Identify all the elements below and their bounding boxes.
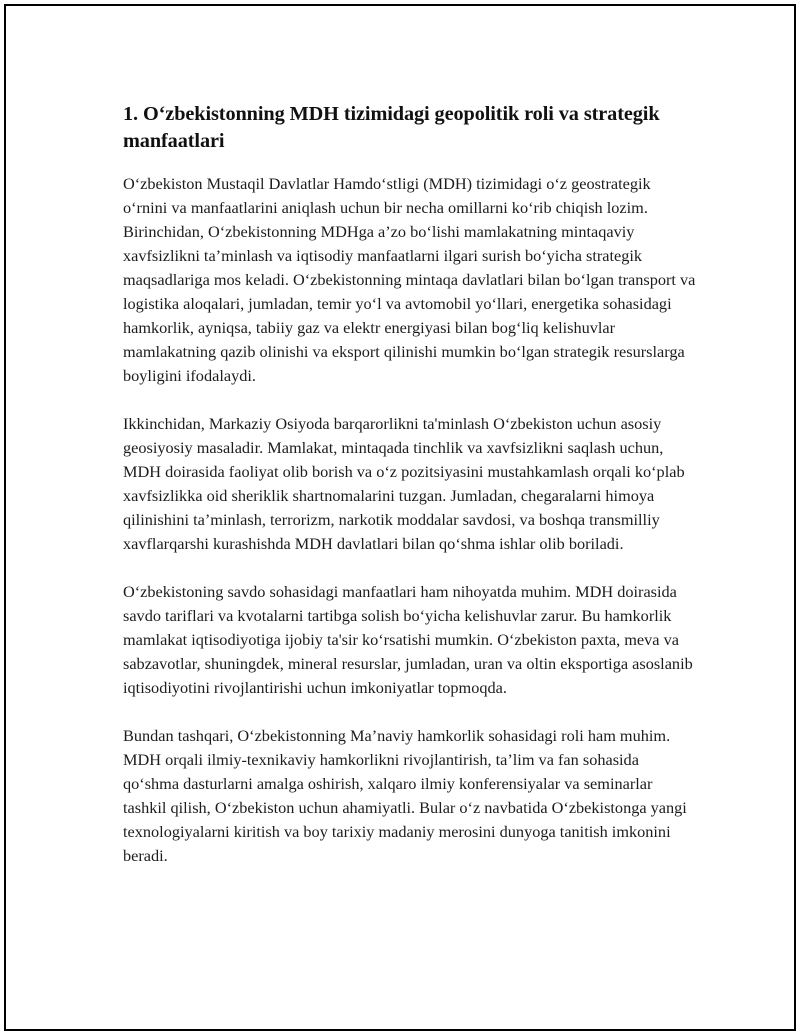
paragraph-1: O‘zbekiston Mustaqil Davlatlar Hamdo‘stligi (MDH) tizimidagi o‘z geostrategik o‘rnini va manfaatlarini aniqlash uchun bir necha omillarni ko‘rib chiqish lozim. Birinchidan, O‘zbekistonning MDHga a’zo bo‘lishi mamlakatning mintaqaviy xavfsizlikni ta’minlash va iqtisodiy manfaatlarni ilgari surish bo‘yicha strategik maqsadlariga mos keladi. O‘zbekistonning mintaqa davlatlari bilan bo‘lgan transport va logistika aloqalari, jumladan, temir yo‘l va avtomobil yo‘llari, energetika sohasidagi hamkorlik, ayniqsa, tabiiy gaz va elektr energiyasi bilan bog‘liq kelishuvlar mamlakatning qazib olinishi va eksport qilinishi mumkin bo‘lgan strategik resurslarga boyligini ifodalaydi.: [123, 174, 696, 385]
paragraph-4: Bundan tashqari, O‘zbekistonning Ma’naviy hamkorlik sohasidagi roli ham muhim. MDH orqali ilmiy-texnikaviy hamkorlikni rivojlantirish, ta’lim va fan sohasida qo‘shma dasturlarni amalga oshirish, xalqaro ilmiy konferensiyalar va seminarlar tashkil qilish, O‘zbekiston uchun ahamiyatli. Bular o‘z navbatida O‘zbekistonga yangi texnologiyalarni kiritish va boy tarixiy madaniy merosini dunyoga tanitish imkonini beradi.: [123, 726, 687, 865]
document-body: [123, 101, 698, 892]
page-frame: [4, 4, 796, 1031]
paragraph-3: O‘zbekistoning savdo sohasidagi manfaatlari ham nihoyatda muhim. MDH doirasida savdo tariflari va kvotalarni tartibga solish bo‘yicha kelishuvlar zarur. Bu hamkorlik mamlakat iqtisodiyotiga ijobiy ta'sir ko‘rsatishi mumkin. O‘zbekiston paxta, meva va sabzavotlar, shuningdek, mineral resurslar, jumladan, uran va oltin eksportiga asoslanib iqtisodiyotini rivojlantirishi uchun imkoniyatlar topmoqda.: [123, 582, 693, 697]
paragraph-2: Ikkinchidan, Markaziy Osiyoda barqarorlikni ta'minlash O‘zbekiston uchun asosiy geosiyosiy masaladir. Mamlakat, mintaqada tinchlik va xavfsizlikni saqlash uchun, MDH doirasida faoliyat olib borish va o‘z pozitsiyasini mustahkamlash orqali ko‘plab xavfsizlikka oid sheriklik shartnomalarini tuzgan. Jumladan, chegaralarni himoya qilinishini ta’minlash, terrorizm, narkotik moddalar savdosi, va boshqa transmilliy xavflarqarshi kurashishda MDH davlatlari bilan qo‘shma ishlar olib boriladi.: [123, 414, 685, 553]
section-heading: 1. O‘zbekistonning MDH tizimidagi geopolitik roli va strategik manfaatlari: [123, 103, 660, 152]
